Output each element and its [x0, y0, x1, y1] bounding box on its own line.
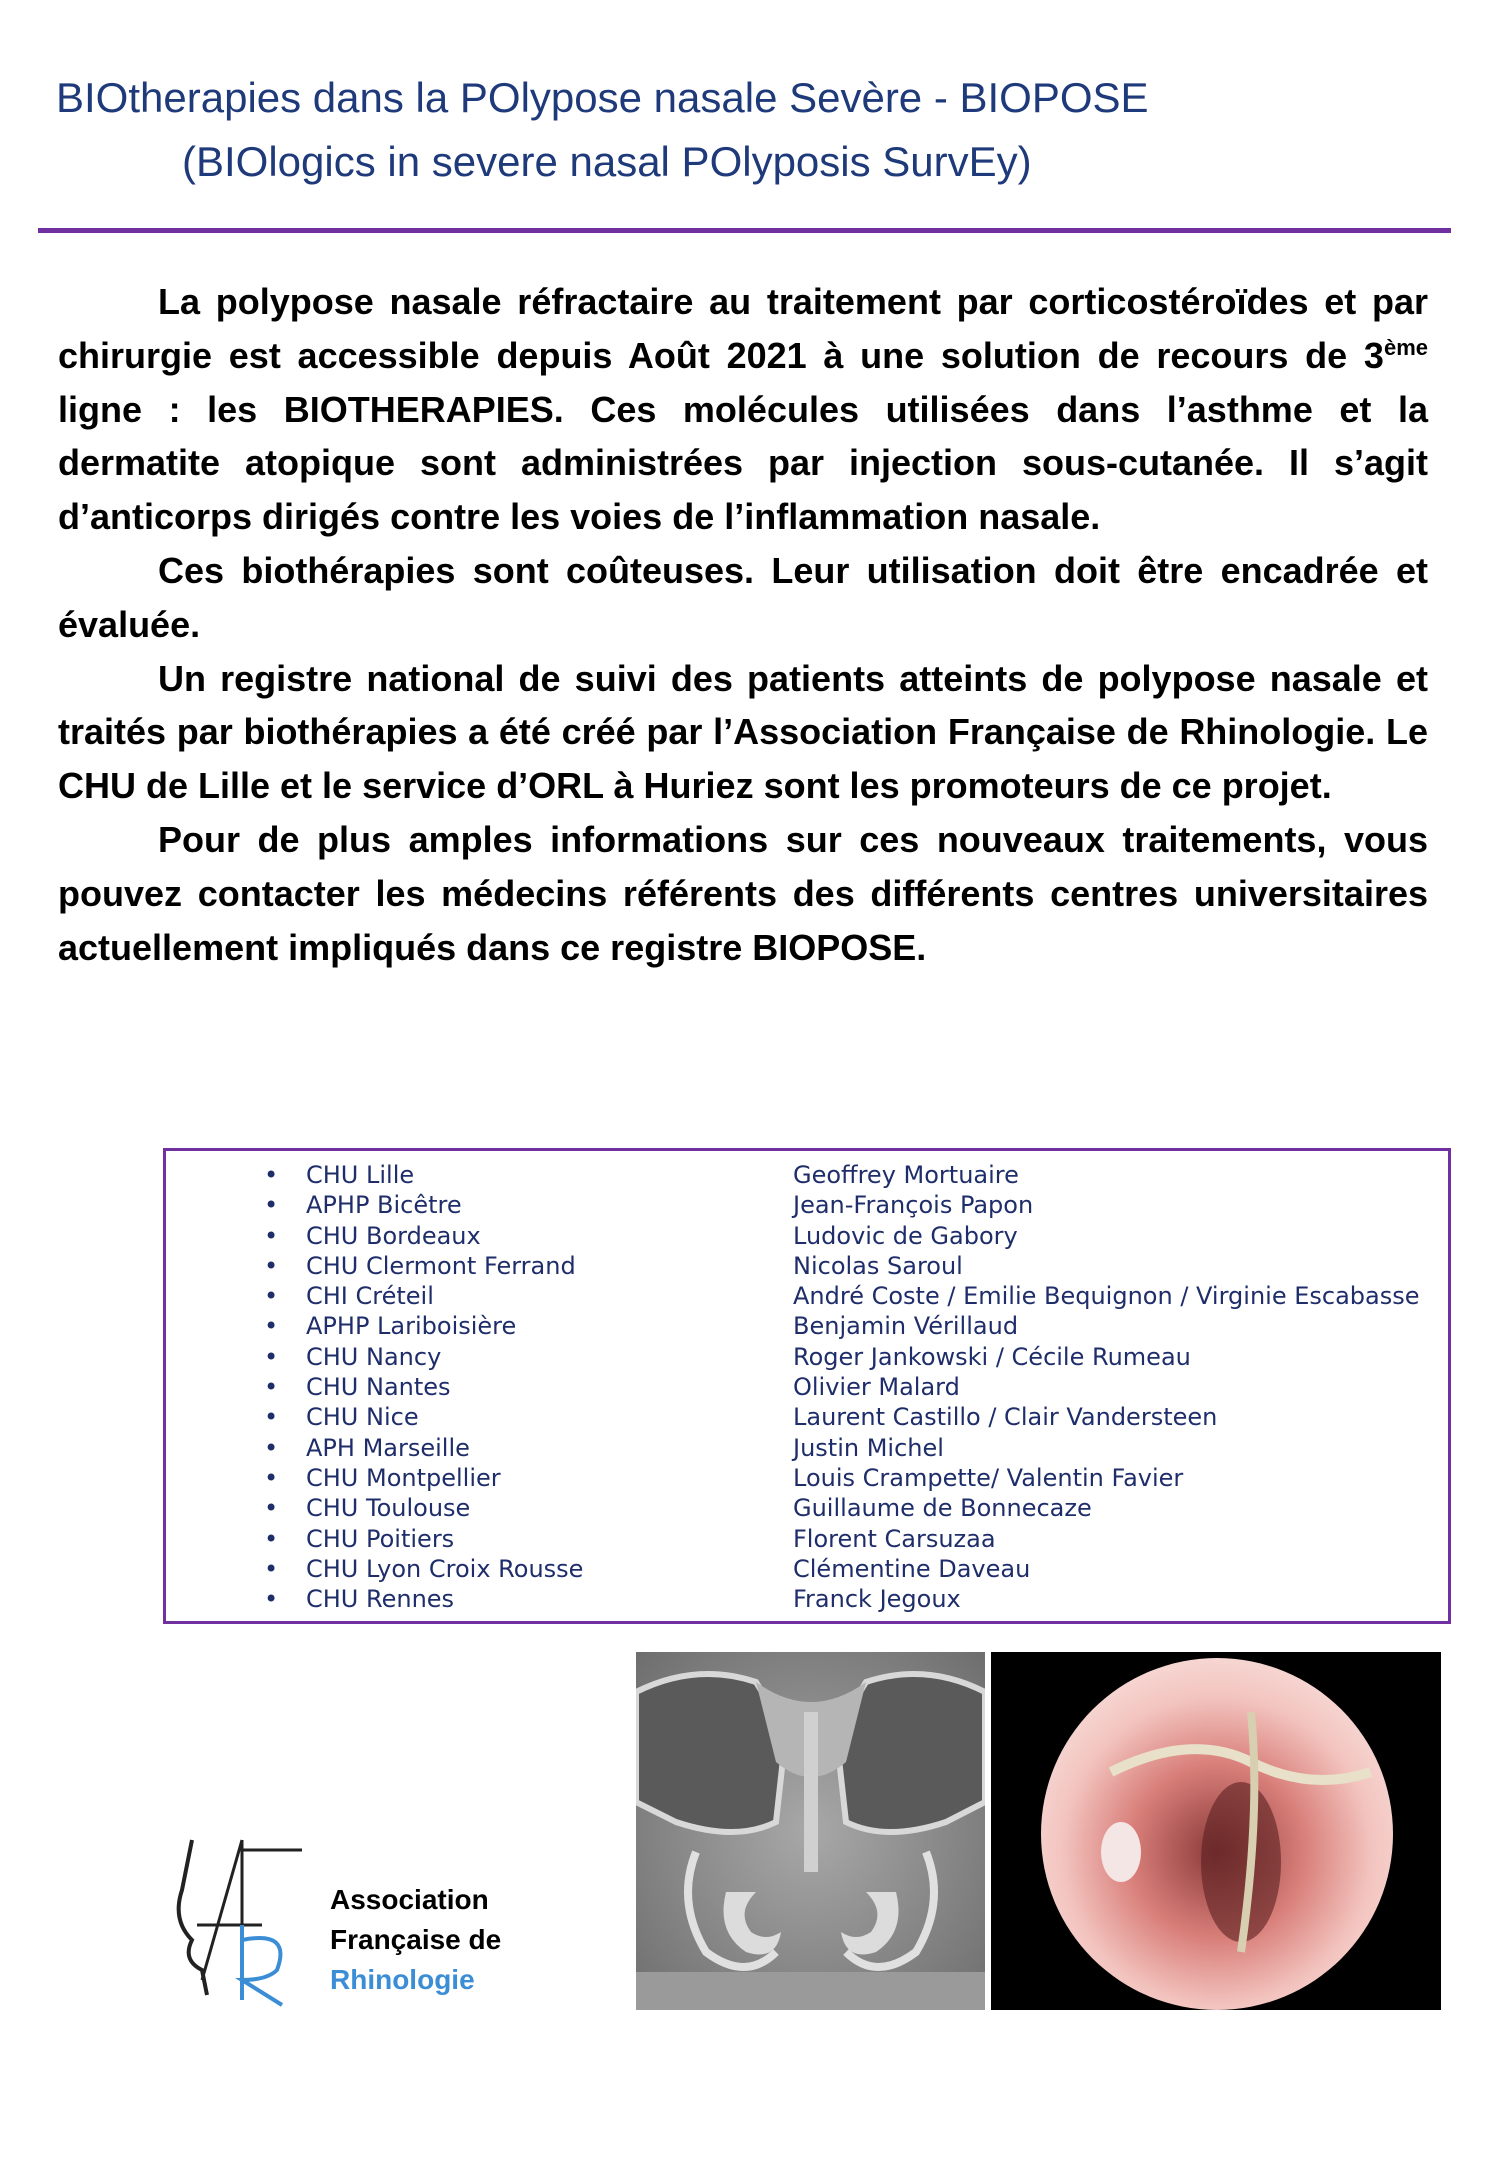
afr-logo [162, 1830, 522, 2010]
logo-line2: Française de [330, 1924, 502, 1955]
list-item [166, 1403, 1448, 1433]
list-item [166, 1282, 1448, 1312]
list-item [166, 1525, 1448, 1555]
center-name: APH Marseille [306, 1433, 470, 1462]
paragraph-1 [58, 275, 1428, 544]
bullet-icon: • [264, 1161, 279, 1189]
center-name: CHU Nice [306, 1403, 419, 1432]
paragraph-3: Un registre national de suivi des patients atteints de polypose nasale et traités par biothérapies a été créé par l’Association Française de Rhinologie. Le CHU de Lille et le service d’ORL à Huriez sont les promoteurs de ce projet. [58, 657, 1428, 807]
bullet-icon: • [264, 1342, 279, 1371]
list-item [166, 1434, 1448, 1464]
endoscopy-image [991, 1652, 1441, 2010]
list-item [166, 1312, 1448, 1342]
list-item [166, 1191, 1448, 1221]
center-name: APHP Lariboisière [306, 1312, 517, 1341]
bullet-icon: • [264, 1403, 279, 1432]
doctor-name: Guillaume de Bonnecaze [793, 1494, 1092, 1523]
doctor-name: Jean-François Papon [793, 1191, 1034, 1220]
document-header [56, 66, 1456, 194]
bullet-icon: • [264, 1221, 279, 1250]
title-line1: BIOtherapies dans la POlypose nasale Sevère - BIOPOSE [56, 74, 1149, 121]
list-item [166, 1555, 1448, 1585]
center-name: CHU Nantes [306, 1373, 451, 1402]
afr-logo-icon [162, 1830, 322, 2010]
list-item [166, 1373, 1448, 1403]
centers-list [166, 1161, 1448, 1615]
center-name: CHU Clermont Ferrand [306, 1251, 576, 1280]
logo-line3: Rhinologie [330, 1964, 475, 1995]
center-name: CHU Nancy [306, 1342, 442, 1371]
bullet-icon: • [264, 1585, 279, 1614]
bullet-icon: • [264, 1554, 279, 1583]
center-name: CHU Montpellier [306, 1463, 501, 1492]
list-item [166, 1464, 1448, 1494]
bullet-icon: • [264, 1433, 279, 1462]
list-item [166, 1161, 1448, 1191]
center-name: CHI Créteil [306, 1282, 434, 1311]
bullet-icon: • [264, 1463, 279, 1492]
paragraph-4: Pour de plus amples informations sur ces nouveaux traitements, vous pouvez contacter les médecins référents des différents centres universitaires actuellement impliqués dans ce registre BIOPOSE. [58, 818, 1428, 968]
bullet-icon: • [264, 1524, 279, 1553]
center-name: APHP Bicêtre [306, 1191, 462, 1220]
list-item [166, 1222, 1448, 1252]
list-item [166, 1343, 1448, 1373]
doctor-name: Laurent Castillo / Clair Vandersteen [793, 1403, 1218, 1432]
body-text [58, 275, 1428, 974]
doctor-name: Justin Michel [793, 1433, 944, 1462]
logo-line1: Association [330, 1884, 489, 1915]
doctor-name: André Coste / Emilie Bequignon / Virginie Escabasse [793, 1282, 1420, 1311]
superscript-eme: ème [1383, 334, 1428, 360]
list-item [166, 1252, 1448, 1282]
bullet-icon: • [264, 1312, 279, 1341]
bullet-icon: • [264, 1251, 279, 1280]
doctor-name: Roger Jankowski / Cécile Rumeau [793, 1342, 1191, 1371]
doctor-name: Benjamin Vérillaud [793, 1312, 1019, 1341]
center-name: CHU Lille [306, 1161, 415, 1189]
ct-scan-image [636, 1652, 985, 2010]
doctor-name: Clémentine Daveau [793, 1554, 1031, 1583]
bullet-icon: • [264, 1282, 279, 1311]
center-name: CHU Toulouse [306, 1494, 471, 1523]
paragraph-1-part-a: La polypose nasale réfractaire au traitement par corticostéroïdes et par chirurgie est accessible depuis Août 2021 à une solution de recours de 3 [58, 281, 1428, 376]
logo-text [330, 1880, 501, 2000]
doctor-name: Franck Jegoux [793, 1585, 961, 1614]
bullet-icon: • [264, 1191, 279, 1220]
doctor-name: Louis Crampette/ Valentin Favier [793, 1463, 1184, 1492]
doctor-name: Nicolas Saroul [793, 1251, 963, 1280]
paragraph-1-part-b: ligne : les BIOTHERAPIES. Ces molécules utilisées dans l’asthme et la dermatite atopique sont administrées par injection sous-cutanée. Il s’agit d’anticorps dirigés contre les voies de l’inflammation nasale. [58, 388, 1428, 538]
doctor-name: Ludovic de Gabory [793, 1221, 1018, 1250]
bullet-icon: • [264, 1494, 279, 1523]
doctor-name: Olivier Malard [793, 1373, 960, 1402]
doctor-name: Geoffrey Mortuaire [793, 1161, 1019, 1189]
list-item [166, 1585, 1448, 1615]
paragraph-2: Ces biothérapies sont coûteuses. Leur utilisation doit être encadrée et évaluée. [58, 549, 1428, 645]
title-line2: (BIOlogics in severe nasal POlyposis SurvEy) [182, 138, 1032, 185]
doctor-name: Florent Carsuzaa [793, 1524, 996, 1553]
center-name: CHU Bordeaux [306, 1221, 481, 1250]
title-divider [38, 228, 1451, 233]
bullet-icon: • [264, 1373, 279, 1402]
center-name: CHU Poitiers [306, 1524, 455, 1553]
center-name: CHU Lyon Croix Rousse [306, 1554, 584, 1583]
list-item [166, 1494, 1448, 1524]
center-name: CHU Rennes [306, 1585, 455, 1614]
centers-list-box [163, 1148, 1451, 1624]
